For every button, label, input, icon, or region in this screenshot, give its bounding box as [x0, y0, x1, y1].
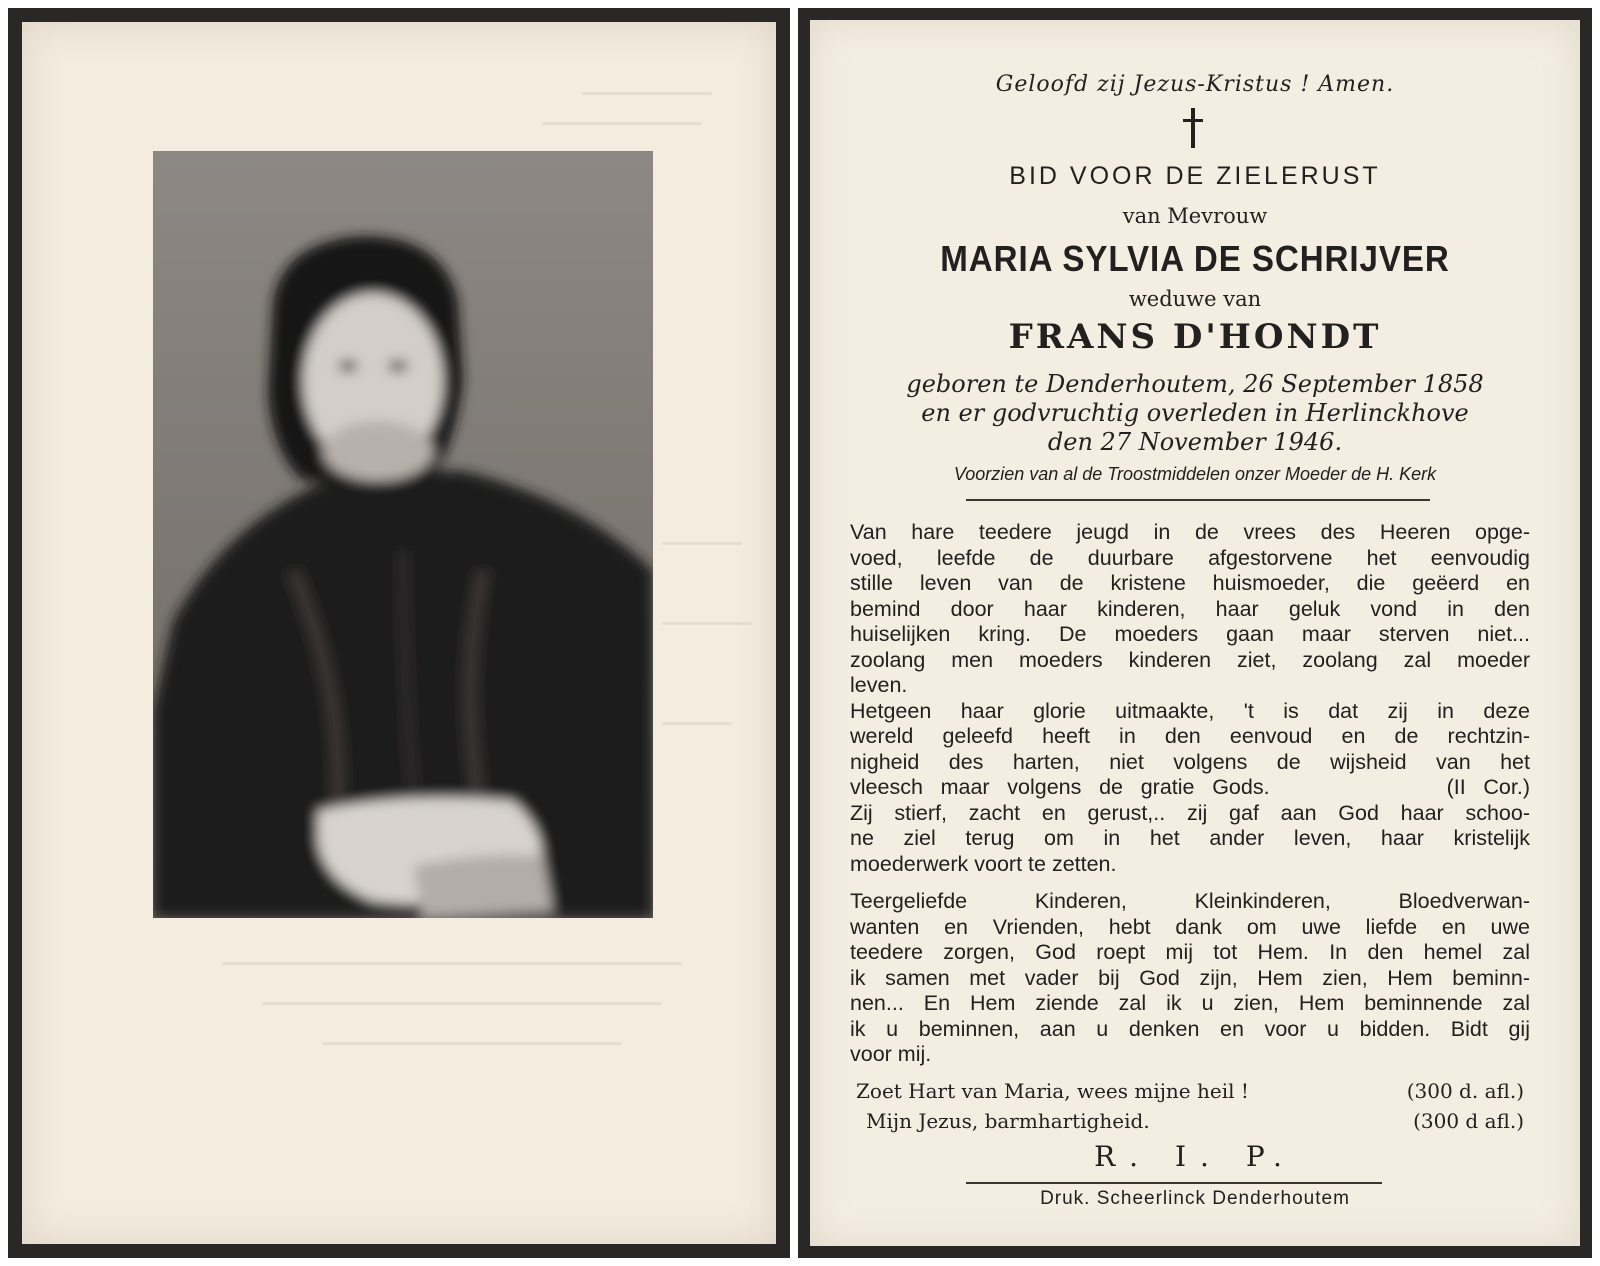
- prayer-row: [856, 1076, 1524, 1106]
- prayer-text: Zoet Hart van Maria, wees mijne heil !: [856, 1079, 1249, 1103]
- text-line: wanten en Vrienden, hebt dank om uwe liefde en uwe: [850, 914, 1530, 939]
- divider: [966, 499, 1430, 501]
- text-line: ik samen met vader bij God zijn, Hem zien, Hem beminn-: [850, 965, 1530, 990]
- paragraph: [850, 889, 1530, 1068]
- text-line: bemind door haar kinderen, haar geluk vond in den: [850, 596, 1530, 621]
- prayer-row: [856, 1106, 1524, 1136]
- rip-label: R. I. P.: [1094, 1140, 1296, 1173]
- portrait-illustration: [153, 151, 653, 918]
- text-line: leven.: [850, 673, 908, 697]
- eulogy-text: [850, 520, 1530, 1068]
- death-line-1: en er godvruchtig overleden in Herlinckhove: [921, 399, 1469, 427]
- divider: [966, 1182, 1382, 1184]
- text-card-paper: [810, 20, 1580, 1246]
- show-through-line: [262, 1002, 662, 1005]
- show-through-line: [582, 92, 712, 95]
- sacraments-line: Voorzien van al de Troostmiddelen onzer Moeder de H. Kerk: [953, 464, 1437, 484]
- text-line: Van hare teedere jeugd in de vrees des Heeren opge-: [850, 520, 1530, 544]
- text-line: vleesch maar volgens de gratie Gods. (II Cor.): [850, 775, 1530, 799]
- text-line: Hetgeen haar glorie uitmaakte, 't is dat zij in deze: [850, 698, 1530, 723]
- title-line: van Mevrouw: [1122, 204, 1268, 228]
- memorial-card-photo-side: [8, 8, 790, 1258]
- text-line: nigheid des harten, niet volgens de wijsheid van het: [850, 749, 1530, 774]
- prayer-heading: BID VOOR DE ZIELERUST: [1009, 162, 1381, 190]
- show-through-line: [662, 542, 742, 545]
- show-through-line: [322, 1042, 622, 1045]
- printer-credit: Druk. Scheerlinck Denderhoutem: [1040, 1188, 1350, 1209]
- indulgence-prayers: [856, 1076, 1524, 1136]
- show-through-line: [662, 722, 732, 725]
- prayer-text: Mijn Jezus, barmhartigheid.: [866, 1109, 1150, 1133]
- text-line: ne ziel terug om in het ander leven, haar kristelijk: [850, 826, 1530, 850]
- memorial-card-text-side: [798, 8, 1592, 1258]
- birth-line: geboren te Denderhoutem, 26 September 1858: [906, 370, 1484, 398]
- motto: Geloofd zij Jezus-Kristus ! Amen.: [995, 72, 1395, 97]
- text-line: voor mij.: [850, 1042, 932, 1066]
- text-line: Zij stierf, zacht en gerust,.. zij gaf aan God haar schoo-: [850, 800, 1530, 825]
- photo-card-paper: [22, 22, 776, 1244]
- prayer-indulgence: (300 d afl.): [1413, 1109, 1524, 1133]
- text-line: ik u beminnen, aan u denken en voor u bidden. Bidt gij: [850, 1016, 1530, 1041]
- text-line: Teergeliefde Kinderen, Kleinkinderen, Bloedverwan-: [850, 889, 1530, 913]
- text-line: stille leven van de kristene huismoeder, die geëerd en: [850, 571, 1530, 595]
- portrait-photo: [153, 151, 653, 918]
- spacer: [850, 877, 1530, 889]
- text-line: zoolang men moeders kinderen ziet, zoolang zal moeder: [850, 647, 1530, 672]
- paragraph: [850, 520, 1530, 699]
- text-line: wereld geleefd heeft in den eenvoud en de rechtzin-: [850, 724, 1530, 748]
- paragraph: [850, 699, 1530, 801]
- spouse-name: FRANS D'HONDT: [1008, 317, 1382, 357]
- life-dates: [810, 370, 1580, 457]
- deceased-name: MARIA SYLVIA DE SCHRIJVER: [940, 238, 1450, 279]
- text-line: voed, leefde de duurbare afgestorvene het eenvoudig: [850, 545, 1530, 570]
- text-line: nen... En Hem ziende zal ik u zien, Hem beminnende zal: [850, 991, 1530, 1015]
- relation-line: weduwe van: [1128, 287, 1262, 311]
- death-line-2: den 27 November 1946.: [1047, 428, 1343, 456]
- prayer-indulgence: (300 d. afl.): [1406, 1079, 1524, 1103]
- show-through-line: [662, 622, 752, 625]
- text-line: teedere zorgen, God roept mij tot Hem. In den hemel zal: [850, 940, 1530, 964]
- paragraph: [850, 801, 1530, 878]
- text-line: moederwerk voort te zetten.: [850, 851, 1117, 876]
- cross-icon: [1181, 106, 1205, 150]
- show-through-line: [222, 962, 682, 965]
- text-line: huiselijken kring. De moeders gaan maar sterven niet...: [850, 622, 1530, 646]
- show-through-line: [542, 122, 702, 125]
